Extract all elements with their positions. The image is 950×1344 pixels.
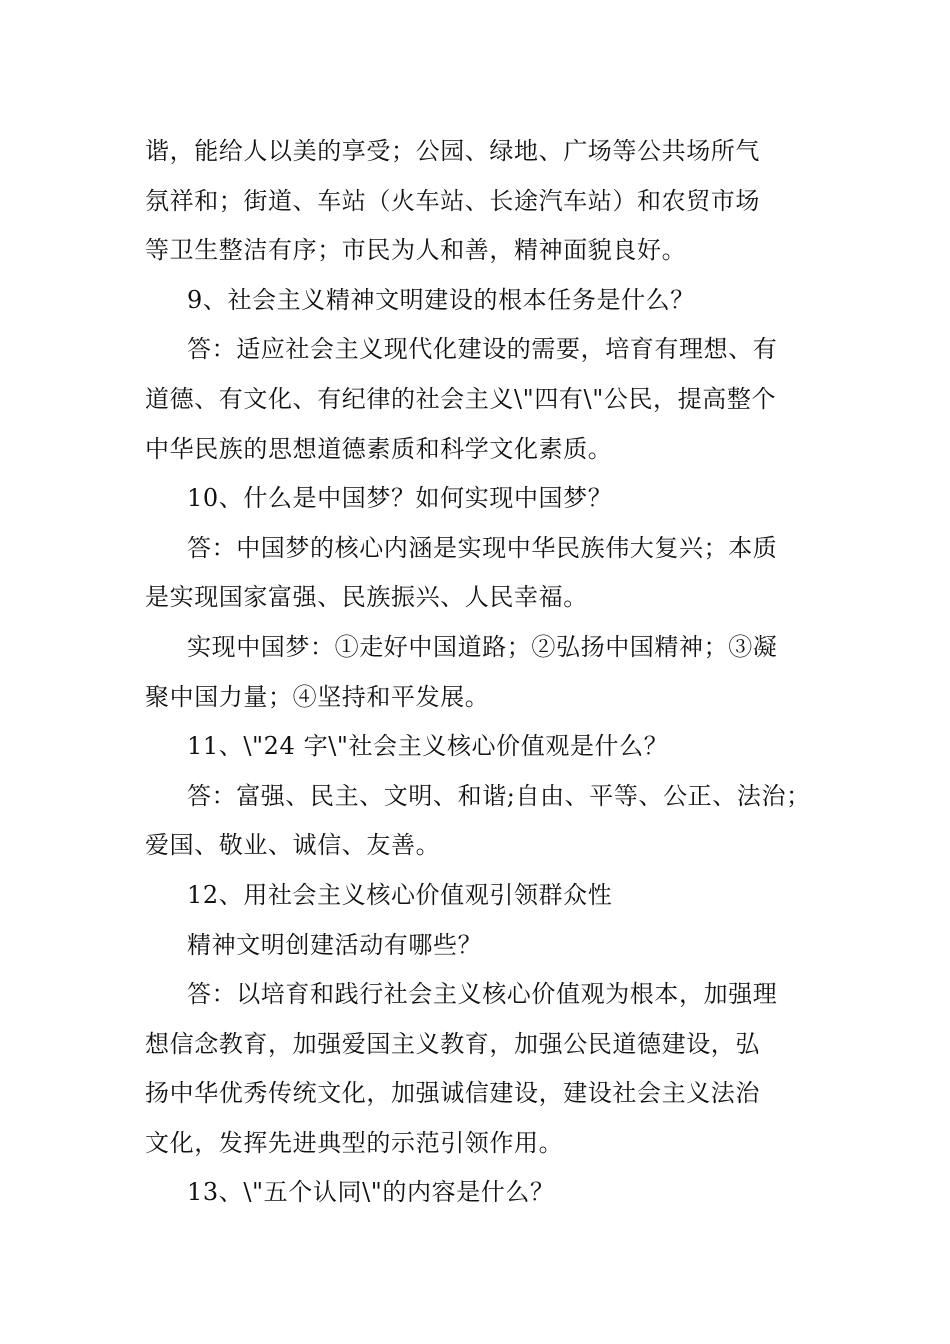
text-line: 想信念教育，加强爱国主义教育，加强公民道德建设，弘 (145, 1029, 760, 1058)
document-body (145, 127, 825, 1218)
text-line: 实现中国梦：①走好中国道路；②弘扬中国精神；③凝 (187, 632, 778, 661)
text-line: 爱国、敬业、诚信、友善。 (145, 831, 441, 860)
text-line: 聚中国力量；④坚持和平发展。 (145, 682, 490, 711)
text-line: 是实现国家富强、民族振兴、人民幸福。 (145, 583, 588, 612)
text-line: 谐，能给人以美的享受；公园、绿地、广场等公共场所气 (145, 137, 760, 165)
question-heading-9: 9、社会主义精神文明建设的根本任务是什么？ (187, 285, 695, 314)
text-line: 扬中华优秀传统文化，加强诚信建设，建设社会主义法治 (145, 1079, 760, 1108)
text-line: 道德、有文化、有纪律的社会主义\"四有\"公民，提高整个 (145, 384, 777, 413)
question-heading-12: 12、用社会主义核心价值观引领群众性 (187, 880, 613, 909)
question-heading-11: 11、\"24 字\"社会主义核心价值观是什么？ (187, 732, 669, 761)
text-line: 中华民族的思想道德素质和科学文化素质。 (145, 434, 613, 463)
question-heading-12-continued: 精神文明创建活动有哪些？ (187, 930, 483, 959)
answer-line: 答：中国梦的核心内涵是实现中华民族伟大复兴；本质 (187, 533, 778, 562)
answer-line: 答：富强、民主、文明、和谐;自由、平等、公正、法治； (187, 781, 811, 810)
question-heading-10: 10、什么是中国梦？如何实现中国梦？ (187, 484, 613, 513)
text-line: 文化，发挥先进典型的示范引领作用。 (145, 1128, 564, 1157)
answer-line: 答：适应社会主义现代化建设的需要，培育有理想、有 (187, 335, 778, 364)
text-line: 等卫生整洁有序；市民为人和善，精神面貌良好。 (145, 236, 687, 265)
question-heading-13: 13、\"五个认同\"的内容是什么？ (187, 1178, 555, 1207)
answer-line: 答：以培育和践行社会主义核心价值观为根本，加强理 (187, 980, 778, 1009)
text-line: 氛祥和；街道、车站（火车站、长途汽车站）和农贸市场 (145, 186, 760, 215)
